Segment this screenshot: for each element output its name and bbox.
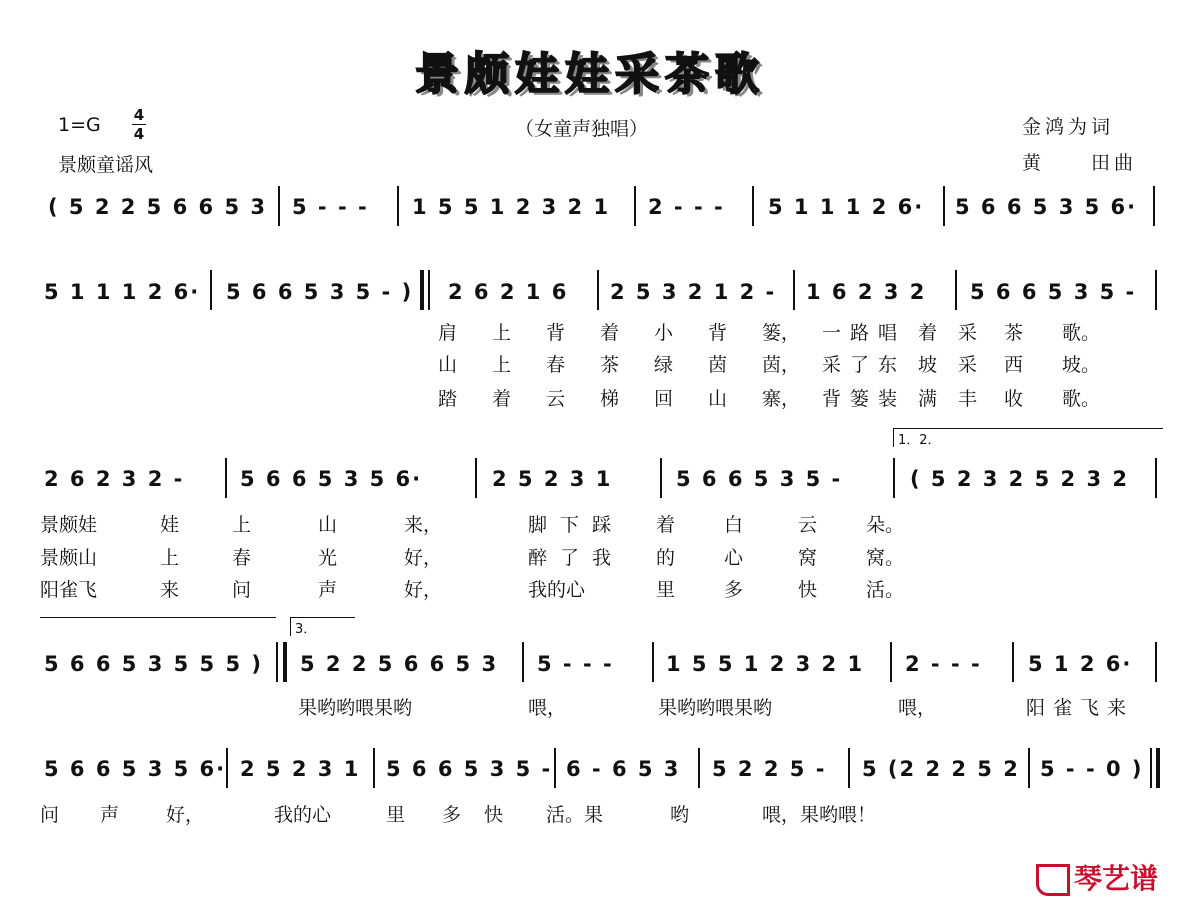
- lyric-syllable: 背: [822, 388, 842, 410]
- lyric-syllable: 西: [1004, 354, 1024, 376]
- lyric-syllable: 娃: [160, 514, 180, 536]
- lyric-syllable: 了: [560, 547, 580, 569]
- lyric-syllable: 梯: [600, 388, 620, 410]
- lyric-syllable: 来: [160, 579, 180, 601]
- measure: 5 1 2 6·: [1028, 652, 1133, 676]
- bar-line: [793, 270, 795, 310]
- watermark-logo: [1036, 857, 1158, 897]
- lyric-syllable: 云: [798, 514, 818, 536]
- key-signature: 1=G: [58, 114, 101, 136]
- lyric-syllable: 采: [958, 354, 978, 376]
- bar-line: [210, 270, 212, 310]
- lyric-syllable: 来，: [404, 514, 443, 536]
- lyric-syllable: 歌。: [1062, 388, 1101, 410]
- lyrics-verse-2-b: [40, 543, 904, 570]
- lyric-syllable: 白: [724, 514, 744, 536]
- lyric-syllable: 活。: [866, 579, 905, 601]
- lyric-syllable: 里: [656, 579, 676, 601]
- lyric-syllable: 窝: [798, 547, 818, 569]
- bar-line: [597, 270, 599, 310]
- bar-line: [225, 458, 227, 498]
- bar-line: [698, 748, 700, 788]
- bar-line: [955, 270, 957, 310]
- lyric-syllable: 采: [822, 354, 842, 376]
- lyric-syllable: 景颇娃: [40, 514, 98, 536]
- lyric-syllable: 小: [654, 322, 674, 344]
- measure: 1 5 5 1 2 3 2 1: [412, 195, 611, 219]
- measure: 5 (2 2 2 5 2: [862, 757, 1020, 781]
- lyric-syllable: 好，: [166, 804, 205, 826]
- bar-line: [1150, 748, 1152, 788]
- lyric-syllable: 踩: [592, 514, 612, 536]
- bar-line: [660, 458, 662, 498]
- volta-1-2: 1．2．: [893, 428, 1163, 447]
- bar-line: [1012, 642, 1014, 682]
- lyric-syllable: 坡: [918, 354, 938, 376]
- lyrics-verse-3-b: [40, 575, 904, 602]
- lyric-syllable: 回: [654, 388, 674, 410]
- bar-line: [522, 642, 524, 682]
- lyric-syllable: 快: [484, 804, 504, 826]
- lyric-syllable: 喂，果哟喂！: [762, 804, 877, 826]
- lyric-syllable: 歌。: [1062, 322, 1101, 344]
- lyric-syllable: 心: [724, 547, 744, 569]
- lyric-syllable: 背: [546, 322, 566, 344]
- measure: 5 6 6 5 3 5 6·: [955, 195, 1138, 219]
- bar-line: [634, 186, 636, 226]
- measure: 2 5 3 2 1 2 -: [610, 280, 777, 304]
- volta-3: 3．: [290, 617, 355, 636]
- lyric-syllable: 上: [492, 322, 512, 344]
- measure: 5 1 1 1 2 6·: [44, 280, 201, 304]
- bar-line: [1155, 458, 1157, 498]
- lyric-syllable: 上: [492, 354, 512, 376]
- lyric-syllable: 果哟哟喂果哟: [298, 697, 413, 719]
- lyrics-verse-3: [438, 384, 1100, 411]
- lyric-syllable: 好，: [404, 579, 443, 601]
- bar-line: [1155, 270, 1157, 310]
- time-signature: [132, 106, 146, 143]
- bar-line: [752, 186, 754, 226]
- lyric-syllable: 的: [656, 547, 676, 569]
- lyric-syllable: 上: [232, 514, 252, 536]
- measure: 2 - - -: [905, 652, 982, 676]
- lyric-syllable: 问: [232, 579, 252, 601]
- lyric-syllable: 喂，: [898, 697, 937, 719]
- measure: 5 6 6 5 3 5 -: [386, 757, 553, 781]
- lyric-syllable: 脚: [528, 514, 548, 536]
- measure: 5 6 6 5 3 5 -: [676, 467, 843, 491]
- lyric-syllable: 着: [656, 514, 676, 536]
- measure: 5 6 6 5 3 5 5 5 ): [44, 652, 263, 676]
- performance-note: （女童声独唱）: [515, 118, 649, 140]
- lyric-syllable: 山: [708, 388, 728, 410]
- lyric-syllable: 东: [878, 354, 898, 376]
- lyric-syllable: 寨，: [762, 388, 801, 410]
- measure: 2 5 2 3 1: [240, 757, 361, 781]
- lyric-syllable: 我的心: [274, 804, 332, 826]
- lyric-syllable: 篓: [850, 388, 870, 410]
- bar-line: [893, 458, 895, 498]
- page-title: 景颇娃娃采茶歌: [415, 49, 765, 100]
- lyric-syllable: 快: [798, 579, 818, 601]
- lyric-syllable: 活。果: [546, 804, 604, 826]
- lyric-syllable: 多: [442, 804, 462, 826]
- lyric-syllable: 茵: [708, 354, 728, 376]
- lyric-syllable: 景颇山: [40, 547, 98, 569]
- lyric-syllable: 路: [850, 322, 870, 344]
- lyric-syllable: 着: [492, 388, 512, 410]
- bar-line: [276, 642, 278, 682]
- time-sig-top: 4: [133, 106, 145, 124]
- bar-line: [428, 270, 430, 310]
- lyric-syllable: 唱: [878, 322, 898, 344]
- lyric-syllable: 哟: [670, 804, 690, 826]
- measure: 6 - 6 5 3: [566, 757, 681, 781]
- watermark-text: 琴艺谱: [1073, 862, 1158, 895]
- measure: 1 5 5 1 2 3 2 1: [666, 652, 865, 676]
- lyric-syllable: 朵。: [866, 514, 905, 536]
- lyrics-refrain: [298, 693, 1134, 720]
- lyric-syllable: 阳雀飞: [40, 579, 98, 601]
- measure: 5 6 6 5 3 5 -: [970, 280, 1137, 304]
- bar-line: [373, 748, 375, 788]
- lyric-syllable: 篓，: [762, 322, 801, 344]
- measure: ( 5 2 3 2 5 2 3 2: [910, 467, 1129, 491]
- lyric-syllable: 满: [918, 388, 938, 410]
- lyric-syllable: 声: [100, 804, 120, 826]
- lyric-syllable: 收: [1004, 388, 1024, 410]
- lyric-syllable: 好，: [404, 547, 443, 569]
- lyric-syllable: 肩: [438, 322, 458, 344]
- lyric-syllable: 背: [708, 322, 728, 344]
- measure: 2 5 2 3 1: [492, 467, 613, 491]
- measure: 2 6 2 3 2 -: [44, 467, 185, 491]
- lyric-syllable: 里: [386, 804, 406, 826]
- lyric-syllable: 踏: [438, 388, 458, 410]
- lyric-syllable: 了: [850, 354, 870, 376]
- lyric-syllable: 果哟哟喂果哟: [658, 697, 773, 719]
- bar-line: [1153, 186, 1155, 226]
- lyric-syllable: 阳雀飞来: [1026, 697, 1135, 719]
- lyricist: 金鸿为词: [1022, 116, 1115, 138]
- measure: 5 6 6 5 3 5 6·: [44, 757, 227, 781]
- repeat-end-bar: [283, 642, 287, 682]
- repeat-start-bar: [420, 270, 424, 310]
- measure: 5 6 6 5 3 5 - ): [226, 280, 414, 304]
- lyric-syllable: 坡。: [1062, 354, 1101, 376]
- bar-line: [890, 642, 892, 682]
- bar-line: [554, 748, 556, 788]
- lyric-syllable: 喂，: [528, 697, 567, 719]
- lyric-syllable: 问: [40, 804, 60, 826]
- lyric-syllable: 茵，: [762, 354, 801, 376]
- bar-line: [397, 186, 399, 226]
- measure: 5 2 2 5 6 6 5 3: [300, 652, 499, 676]
- lyric-syllable: 茶: [600, 354, 620, 376]
- time-sig-bottom: 4: [133, 125, 145, 143]
- lyrics-verse-1: [438, 318, 1100, 345]
- measure: 2 6 2 1 6: [448, 280, 569, 304]
- measure: ( 5 2 2 5 6 6 5 3: [48, 195, 267, 219]
- lyric-syllable: 着: [918, 322, 938, 344]
- bar-line: [943, 186, 945, 226]
- lyric-syllable: 装: [878, 388, 898, 410]
- lyric-syllable: 云: [546, 388, 566, 410]
- lyric-syllable: 上: [160, 547, 180, 569]
- lyric-syllable: 声: [318, 579, 338, 601]
- measure: 5 - - -: [292, 195, 369, 219]
- measure: 2 - - -: [648, 195, 725, 219]
- final-bar: [1156, 748, 1160, 788]
- composer: 黄 田曲: [1022, 152, 1138, 174]
- lyric-syllable: 着: [600, 322, 620, 344]
- lyric-syllable: 春: [232, 547, 252, 569]
- measure: 5 - - 0 ): [1040, 757, 1144, 781]
- lyric-syllable: 春: [546, 354, 566, 376]
- lyric-syllable: 窝。: [866, 547, 905, 569]
- bar-line: [652, 642, 654, 682]
- lyric-syllable: 绿: [654, 354, 674, 376]
- bar-line: [226, 748, 228, 788]
- lyrics-ending: [40, 800, 876, 827]
- volta-line: [40, 617, 276, 618]
- lyrics-verse-2: [438, 350, 1100, 377]
- lyric-syllable: 一: [822, 322, 842, 344]
- lyrics-verse-1-b: [40, 510, 904, 537]
- lyric-syllable: 山: [438, 354, 458, 376]
- measure: 5 6 6 5 3 5 6·: [240, 467, 423, 491]
- measure: 1 6 2 3 2: [806, 280, 927, 304]
- lyric-syllable: 采: [958, 322, 978, 344]
- bar-line: [278, 186, 280, 226]
- bar-line: [1028, 748, 1030, 788]
- style-marking: 景颇童谣风: [58, 154, 154, 176]
- measure: 5 2 2 5 -: [712, 757, 827, 781]
- lyric-syllable: 我的心: [528, 579, 586, 601]
- lyric-syllable: 下: [560, 514, 580, 536]
- lyric-syllable: 山: [318, 514, 338, 536]
- lyric-syllable: 多: [724, 579, 744, 601]
- lyric-syllable: 光: [318, 547, 338, 569]
- lyric-syllable: 我: [592, 547, 612, 569]
- bar-line: [1155, 642, 1157, 682]
- bar-line: [475, 458, 477, 498]
- measure: 5 1 1 1 2 6·: [768, 195, 925, 219]
- bar-line: [848, 748, 850, 788]
- logo-icon: [1036, 864, 1070, 896]
- lyric-syllable: 醉: [528, 547, 548, 569]
- lyric-syllable: 茶: [1004, 322, 1024, 344]
- lyric-syllable: 丰: [958, 388, 978, 410]
- measure: 5 - - -: [537, 652, 614, 676]
